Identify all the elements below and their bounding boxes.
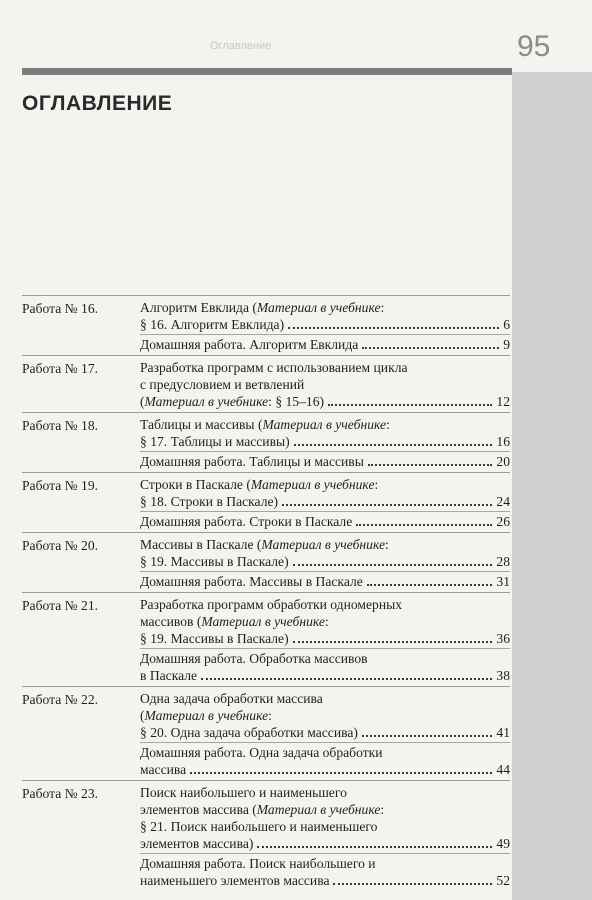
toc-line bbox=[140, 630, 510, 647]
dot-leader bbox=[257, 846, 492, 848]
dot-leader bbox=[288, 327, 499, 329]
entry-text: § 19. Массивы в Паскале) bbox=[140, 554, 289, 569]
entry-text: Разработка программ с использованием цикла bbox=[140, 360, 408, 375]
toc-entry[interactable] bbox=[140, 596, 510, 647]
entry-text: Домашняя работа. Массивы в Паскале bbox=[140, 574, 363, 589]
dot-leader bbox=[294, 444, 493, 446]
dot-leader bbox=[293, 641, 493, 643]
entry-text: Домашняя работа. Одна задача обработки bbox=[140, 745, 383, 760]
toc-entry[interactable] bbox=[140, 476, 510, 510]
table-of-contents bbox=[22, 293, 510, 889]
toc-entries bbox=[140, 536, 510, 590]
entry-italic-text: Материал в учебнике bbox=[256, 300, 381, 315]
toc-row bbox=[22, 784, 510, 889]
toc-line bbox=[140, 855, 510, 872]
entry-text: § 21. Поиск наибольшего и наименьшего bbox=[140, 819, 378, 834]
dot-leader bbox=[201, 678, 492, 680]
entry-tail-text: : § 15–16) bbox=[268, 394, 325, 409]
toc-entries bbox=[140, 690, 510, 778]
entry-text: с предусловием и ветвлений bbox=[140, 377, 305, 392]
toc-entry[interactable] bbox=[140, 451, 510, 470]
toc-row bbox=[22, 596, 510, 684]
page-ref: 28 bbox=[496, 554, 510, 569]
entry-text: ( bbox=[140, 394, 145, 409]
toc-line bbox=[140, 316, 510, 333]
page-ref: 12 bbox=[496, 394, 510, 409]
entry-text: § 18. Строки в Паскале) bbox=[140, 494, 279, 509]
dot-leader bbox=[368, 464, 493, 466]
entry-text: § 16. Алгоритм Евклида) bbox=[140, 317, 285, 332]
work-number: Работа № 16. bbox=[22, 301, 99, 316]
page-ref: 20 bbox=[496, 454, 510, 469]
toc-entry[interactable] bbox=[140, 853, 510, 889]
toc-line bbox=[140, 336, 510, 353]
toc-entry[interactable] bbox=[140, 416, 510, 450]
dot-leader bbox=[190, 772, 492, 774]
entry-italic-text: Материал в учебнике bbox=[256, 802, 381, 817]
toc-line bbox=[140, 707, 510, 724]
entry-text: Алгоритм Евклида ( bbox=[140, 300, 257, 315]
toc-divider bbox=[22, 355, 510, 356]
entry-italic-text: Материал в учебнике bbox=[201, 614, 325, 629]
dot-leader bbox=[362, 735, 493, 737]
toc-entry[interactable] bbox=[140, 784, 510, 852]
entry-text: элементов массива ( bbox=[140, 802, 257, 817]
page-ref: 16 bbox=[496, 434, 510, 449]
toc-entries bbox=[140, 416, 510, 470]
toc-entries bbox=[140, 784, 510, 889]
page-ref: 44 bbox=[496, 762, 510, 777]
toc-entry[interactable] bbox=[140, 511, 510, 530]
toc-divider bbox=[22, 780, 510, 781]
entry-text: Домашняя работа. Обработка массивов bbox=[140, 651, 368, 666]
toc-divider bbox=[22, 472, 510, 473]
toc-line bbox=[140, 476, 510, 493]
entry-text: Поиск наибольшего и наименьшего bbox=[140, 785, 347, 800]
entry-text: ( bbox=[140, 708, 145, 723]
entry-text: § 19. Массивы в Паскале) bbox=[140, 631, 289, 646]
toc-line bbox=[140, 650, 510, 667]
work-number: Работа № 18. bbox=[22, 418, 99, 433]
toc-line bbox=[140, 359, 510, 376]
toc-row bbox=[22, 299, 510, 353]
toc-divider bbox=[22, 295, 510, 296]
entry-tail-text: : bbox=[374, 477, 379, 492]
entry-text: Одна задача обработки массива bbox=[140, 691, 323, 706]
dot-leader bbox=[356, 524, 492, 526]
entry-italic-text: Материал в учебнике bbox=[144, 708, 269, 723]
toc-line bbox=[140, 667, 510, 684]
toc-row bbox=[22, 536, 510, 590]
toc-line bbox=[140, 299, 510, 316]
toc-entries bbox=[140, 596, 510, 684]
toc-entries bbox=[140, 476, 510, 530]
toc-line bbox=[140, 493, 510, 510]
entry-tail-text: : bbox=[380, 802, 385, 817]
work-number: Работа № 22. bbox=[22, 692, 99, 707]
toc-line bbox=[140, 724, 510, 741]
toc-row bbox=[22, 359, 510, 410]
toc-entry[interactable] bbox=[140, 648, 510, 684]
entry-text: Таблицы и массивы ( bbox=[140, 417, 263, 432]
entry-text: § 20. Одна задача обработки массива) bbox=[140, 725, 358, 740]
entry-text: Домашняя работа. Строки в Паскале bbox=[140, 514, 353, 529]
page-ref: 52 bbox=[496, 873, 510, 888]
toc-line bbox=[140, 801, 510, 818]
toc-line bbox=[140, 553, 510, 570]
toc-line bbox=[140, 453, 510, 470]
toc-entry[interactable] bbox=[140, 571, 510, 590]
work-number: Работа № 23. bbox=[22, 786, 99, 801]
toc-line bbox=[140, 784, 510, 801]
entry-italic-text: Материал в учебнике bbox=[144, 394, 269, 409]
page-ref: 49 bbox=[496, 836, 510, 851]
entry-text: Домашняя работа. Таблицы и массивы bbox=[140, 454, 364, 469]
page-title: ОГЛАВЛЕНИЕ bbox=[22, 92, 173, 115]
entry-tail-text: : bbox=[268, 708, 272, 723]
toc-divider bbox=[22, 686, 510, 687]
toc-divider bbox=[22, 532, 510, 533]
dot-leader bbox=[293, 564, 493, 566]
toc-entry[interactable] bbox=[140, 299, 510, 333]
toc-line bbox=[140, 872, 510, 889]
entry-text: элементов массива) bbox=[140, 836, 254, 851]
entry-tail-text: : bbox=[385, 537, 389, 552]
entry-italic-text: Материал в учебнике bbox=[261, 537, 386, 552]
page-number: 95 bbox=[517, 30, 551, 63]
page-ref: 26 bbox=[496, 514, 510, 529]
toc-row bbox=[22, 476, 510, 530]
entry-text: § 17. Таблицы и массивы) bbox=[140, 434, 290, 449]
toc-line bbox=[140, 536, 510, 553]
toc-row bbox=[22, 690, 510, 778]
entry-italic-text: Материал в учебнике bbox=[262, 417, 387, 432]
toc-line bbox=[140, 818, 510, 835]
toc-line bbox=[140, 376, 510, 393]
toc-line bbox=[140, 761, 510, 778]
dot-leader bbox=[333, 883, 492, 885]
toc-row bbox=[22, 416, 510, 470]
running-head: Оглавление bbox=[210, 40, 272, 52]
entry-text: массивов ( bbox=[140, 614, 202, 629]
entry-text: в Паскале bbox=[140, 668, 198, 683]
page-ref: 41 bbox=[496, 725, 510, 740]
entry-tail-text: : bbox=[380, 300, 385, 315]
entry-text: массива bbox=[140, 762, 187, 777]
header-rule bbox=[22, 68, 512, 75]
dot-leader bbox=[367, 584, 493, 586]
page-edge-band bbox=[512, 72, 592, 900]
entry-text: Строки в Паскале ( bbox=[140, 477, 251, 492]
work-number: Работа № 17. bbox=[22, 361, 99, 376]
entry-text: наименьшего элементов массива bbox=[140, 873, 330, 888]
toc-entry[interactable] bbox=[140, 334, 510, 353]
dot-leader bbox=[328, 404, 492, 406]
entry-tail-text: : bbox=[324, 614, 329, 629]
entry-text: Домашняя работа. Алгоритм Евклида bbox=[140, 337, 359, 352]
page-ref: 38 bbox=[496, 668, 510, 683]
page-ref: 6 bbox=[503, 317, 510, 332]
entry-text: Домашняя работа. Поиск наибольшего и bbox=[140, 856, 376, 871]
toc-line bbox=[140, 744, 510, 761]
toc-line bbox=[140, 613, 510, 630]
page-ref: 24 bbox=[496, 494, 510, 509]
toc-line bbox=[140, 690, 510, 707]
entry-italic-text: Материал в учебнике bbox=[250, 477, 375, 492]
toc-entries bbox=[140, 359, 510, 410]
toc-line bbox=[140, 513, 510, 530]
toc-entry[interactable] bbox=[140, 359, 510, 410]
toc-line bbox=[140, 416, 510, 433]
work-number: Работа № 21. bbox=[22, 598, 99, 613]
entry-text: Массивы в Паскале ( bbox=[140, 537, 262, 552]
entry-text: Разработка программ обработки одномерных bbox=[140, 597, 403, 612]
toc-entry[interactable] bbox=[140, 536, 510, 570]
page-ref: 9 bbox=[503, 337, 510, 352]
toc-entries bbox=[140, 299, 510, 353]
work-number: Работа № 20. bbox=[22, 538, 99, 553]
page-ref: 36 bbox=[496, 631, 510, 646]
toc-entry[interactable] bbox=[140, 742, 510, 778]
entry-tail-text: : bbox=[386, 417, 390, 432]
dot-leader bbox=[282, 504, 492, 506]
toc-line bbox=[140, 573, 510, 590]
toc-line bbox=[140, 596, 510, 613]
dot-leader bbox=[362, 347, 499, 349]
page-ref: 31 bbox=[496, 574, 510, 589]
toc-line bbox=[140, 433, 510, 450]
toc-line bbox=[140, 835, 510, 852]
toc-divider bbox=[22, 412, 510, 413]
work-number: Работа № 19. bbox=[22, 478, 99, 493]
toc-entry[interactable] bbox=[140, 690, 510, 741]
toc-line bbox=[140, 393, 510, 410]
toc-divider bbox=[22, 592, 510, 593]
